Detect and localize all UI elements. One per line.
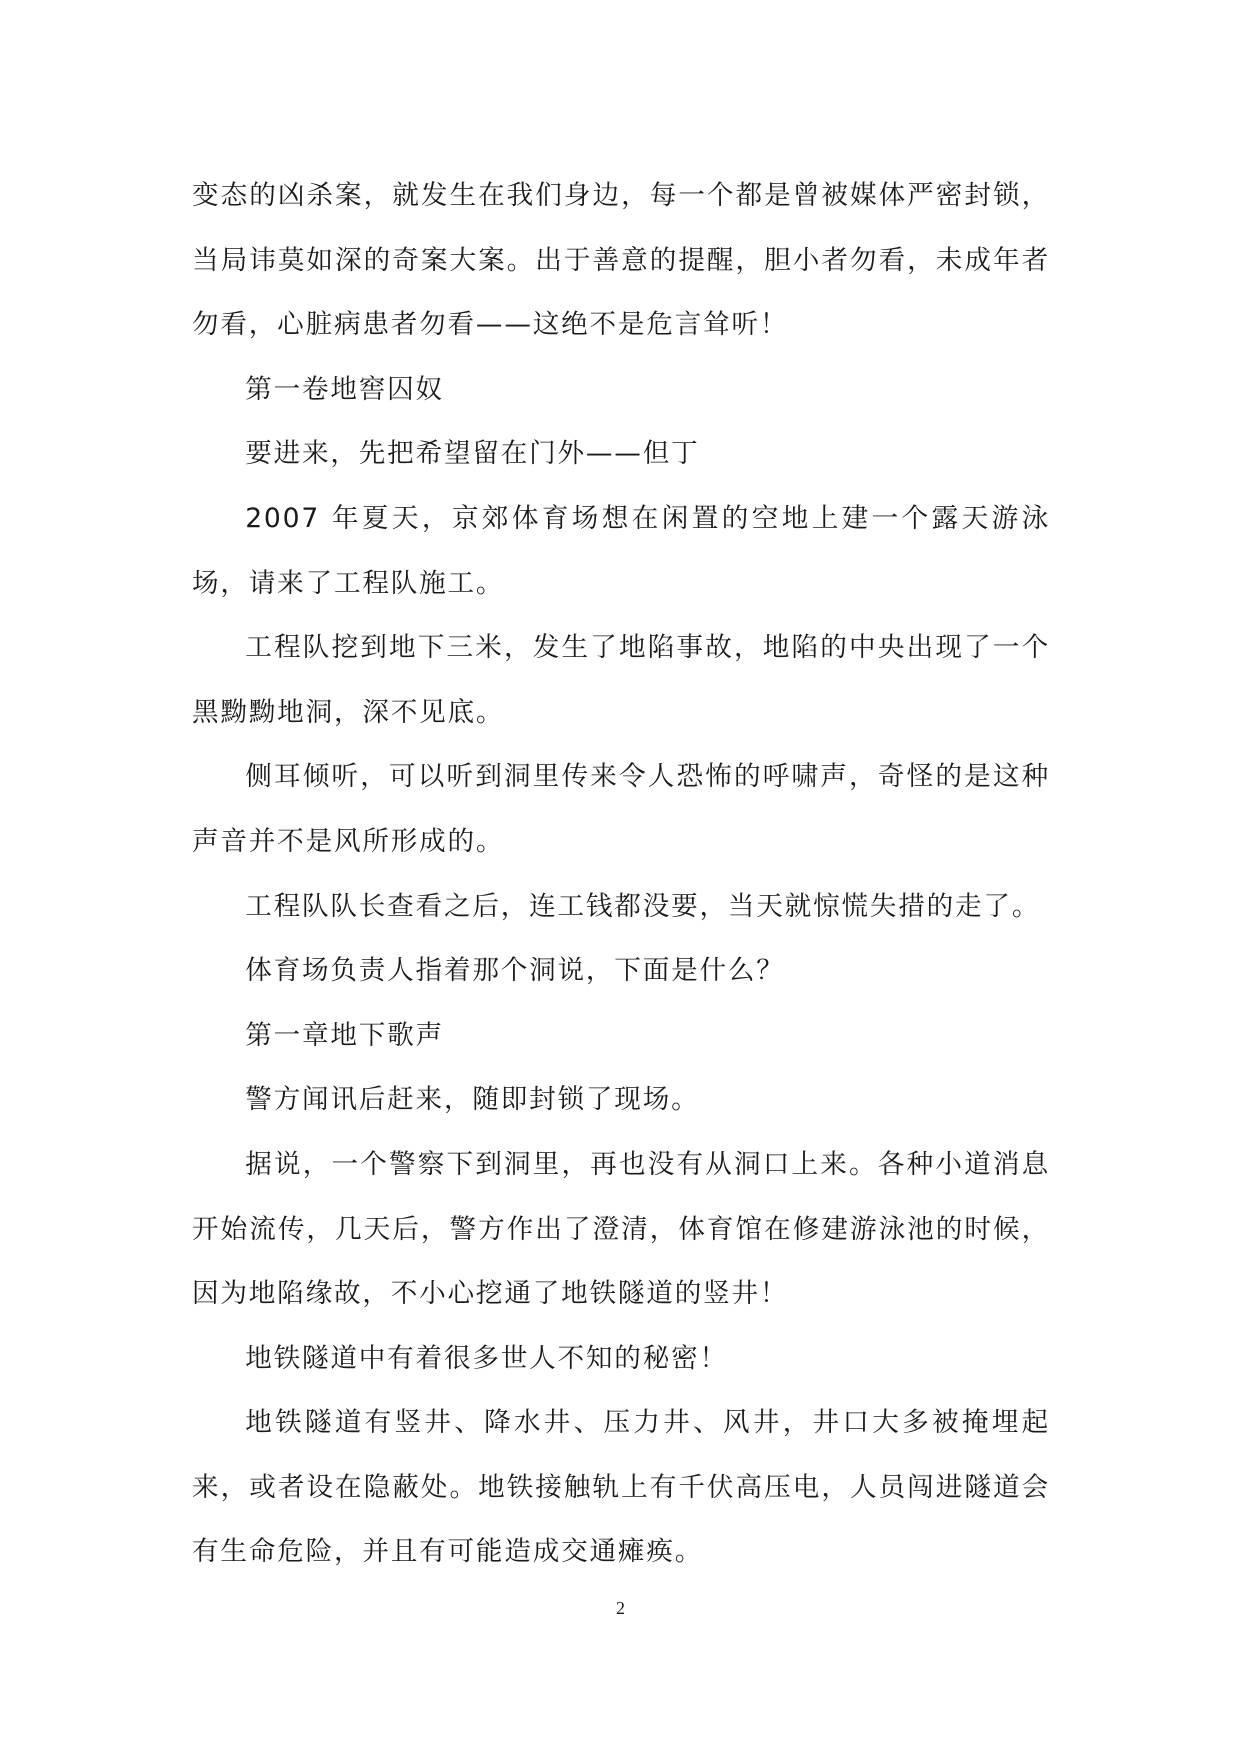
volume-title: 第一卷地窖囚奴 [245, 373, 444, 405]
document-body [192, 164, 1050, 1585]
paragraph: 据说，一个警察下到洞里，再也没有从洞口上来。各种小道消息开始流传，几天后，警方作出了澄清，体育馆在修建游泳池的时候，因为地陷缘故，不小心挖通了地铁隧道的竖井！ [192, 1148, 1050, 1310]
paragraph: 体育场负责人指着那个洞说，下面是什么？ [245, 955, 785, 987]
epigraph: 要进来，先把希望留在门外——但丁 [245, 438, 700, 470]
paragraph: 地铁隧道中有着很多世人不知的秘密！ [245, 1342, 728, 1374]
chapter-title: 第一章地下歌声 [245, 1019, 444, 1051]
paragraph-intro: 变态的凶杀案，就发生在我们身边，每一个都是曾被媒体严密封锁，当局讳莫如深的奇案大案。出于善意的提醒，胆小者勿看，未成年者勿看，心脏病患者勿看——这绝不是危言耸听！ [192, 180, 1050, 341]
paragraph: 侧耳倾听，可以听到洞里传来令人恐怖的呼啸声，奇怪的是这种声音并不是风所形成的。 [192, 761, 1050, 857]
paragraph: 地铁隧道有竖井、降水井、压力井、风井，井口大多被掩埋起来，或者设在隐蔽处。地铁接触轨上有千伏高压电，人员闯进隧道会有生命危险，并且有可能造成交通瘫痪。 [192, 1407, 1050, 1568]
paragraph: 工程队挖到地下三米，发生了地陷事故，地陷的中央出现了一个黑黝黝地洞，深不见底。 [192, 632, 1050, 728]
paragraph: 警方闻讯后赶来，随即封锁了现场。 [245, 1084, 700, 1116]
paragraph: 工程队队长查看之后，连工钱都没要，当天就惊慌失措的走了。 [245, 890, 1041, 922]
paragraph: 2007 年夏天，京郊体育场想在闲置的空地上建一个露天游泳场，请来了工程队施工。 [192, 502, 1050, 599]
page-number: 2 [616, 1598, 625, 1618]
